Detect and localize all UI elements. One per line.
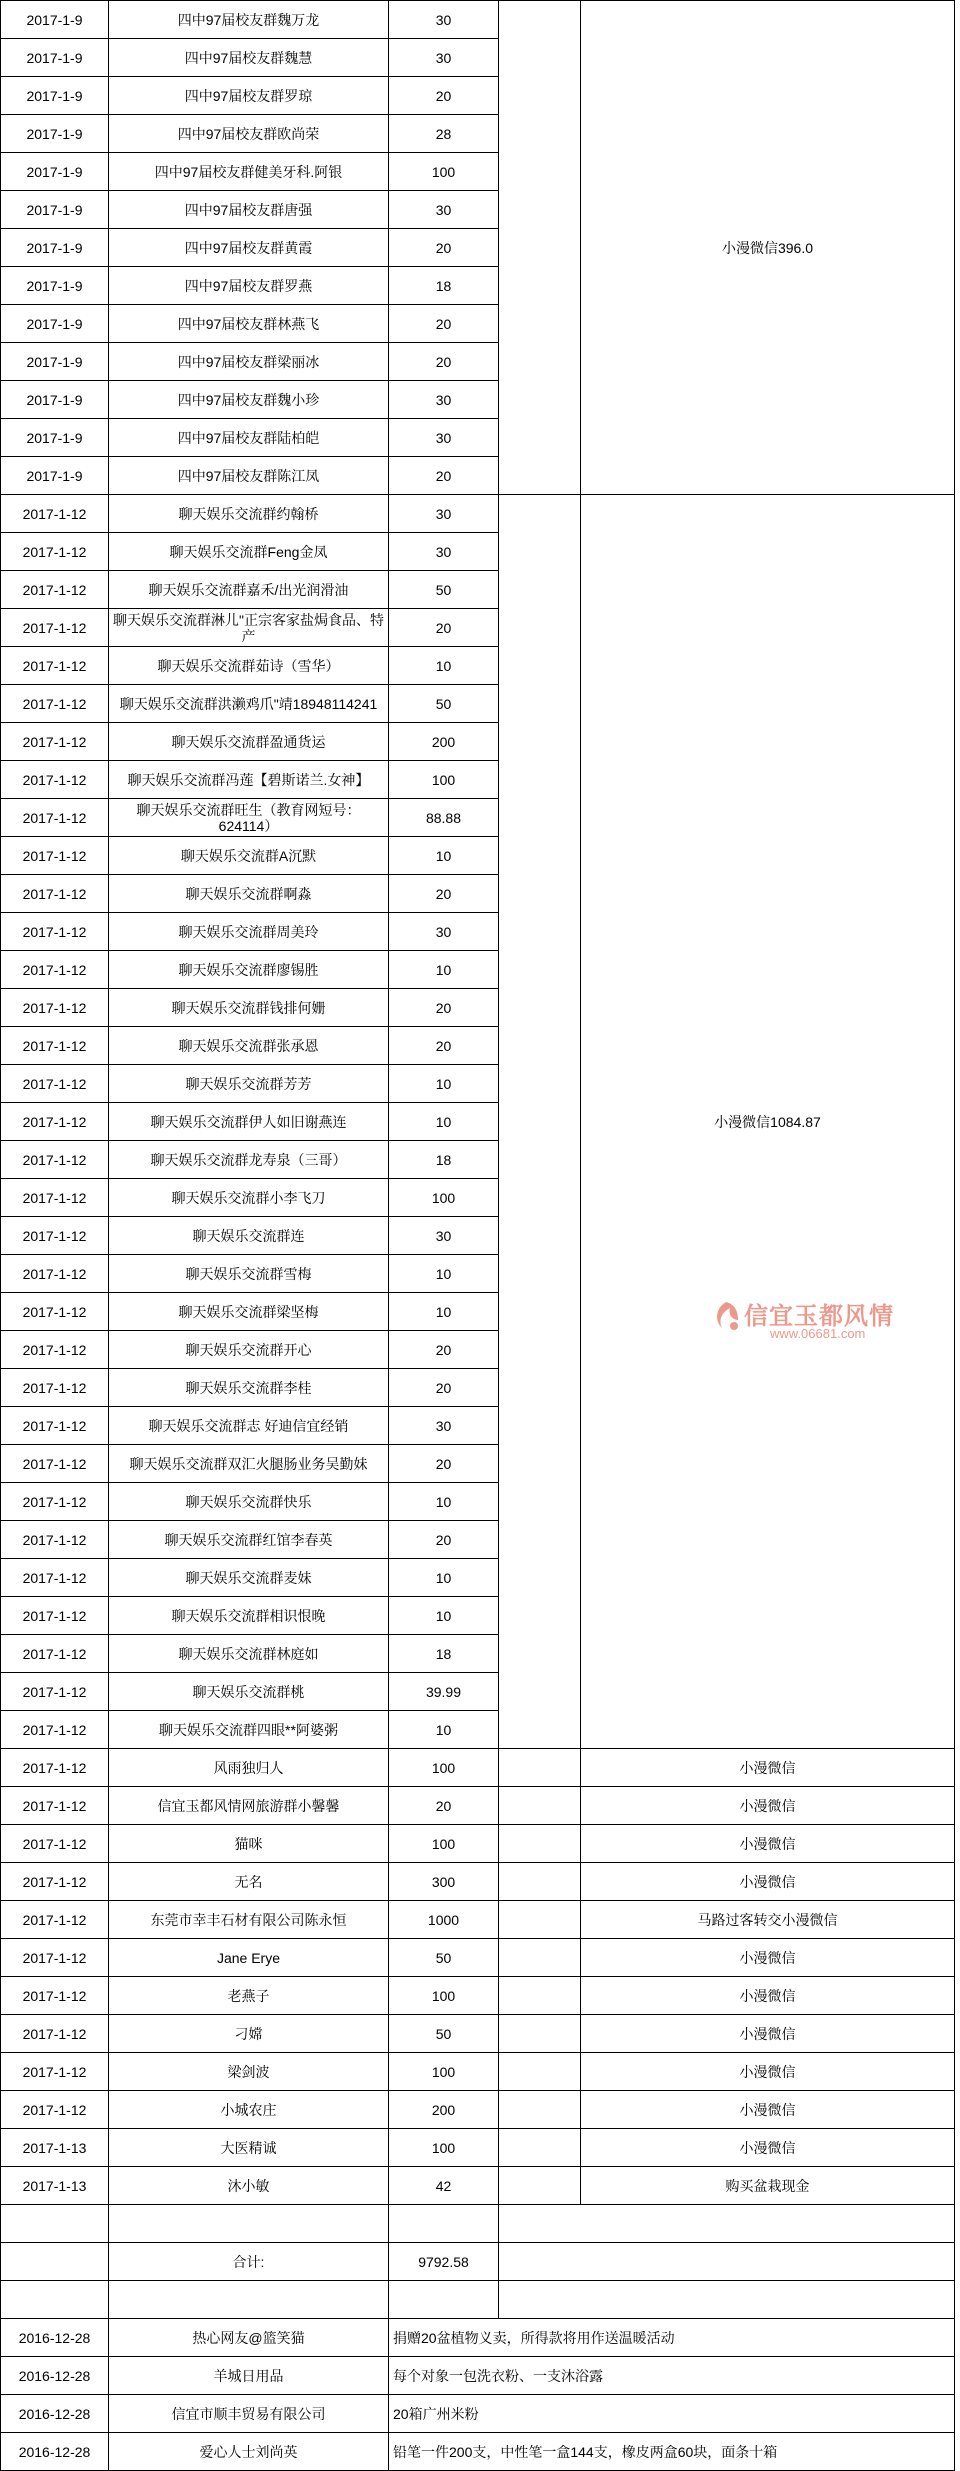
- ledger-body: [1, 1, 955, 2471]
- channel-empty: [499, 2129, 581, 2167]
- table-row: [1, 2091, 955, 2129]
- donation-amount: 100: [389, 1179, 499, 1217]
- payment-note: 马路过客转交小漫微信: [581, 1901, 955, 1939]
- donation-amount: 300: [389, 1863, 499, 1901]
- table-row: [1, 1749, 955, 1787]
- donation-date: 2017-1-12: [1, 1977, 109, 2015]
- donation-date: 2016-12-28: [1, 2395, 109, 2433]
- table-row: [1, 1825, 955, 1863]
- donation-date: 2017-1-12: [1, 1369, 109, 1407]
- donation-amount: 10: [389, 1483, 499, 1521]
- donation-amount: 30: [389, 533, 499, 571]
- donation-amount: 20: [389, 989, 499, 1027]
- donor-name: 聊天娱乐交流群旺生（教育网短号：624114）: [109, 799, 389, 837]
- donor-name: 聊天娱乐交流群双汇火腿肠业务吴勤妹: [109, 1445, 389, 1483]
- blank-cell: [389, 2281, 499, 2319]
- donation-date: 2017-1-12: [1, 1749, 109, 1787]
- donor-name: 四中97届校友群魏万龙: [109, 1, 389, 39]
- channel-empty: [499, 1977, 581, 2015]
- table-row: [1, 1939, 955, 1977]
- donation-amount: 20: [389, 1521, 499, 1559]
- channel-empty: [499, 2167, 581, 2205]
- donation-amount: 30: [389, 381, 499, 419]
- donation-date: 2016-12-28: [1, 2319, 109, 2357]
- donation-amount: 30: [389, 191, 499, 229]
- donation-date: 2017-1-12: [1, 1901, 109, 1939]
- donation-date: 2017-1-12: [1, 951, 109, 989]
- donor-name: 聊天娱乐交流群约翰桥: [109, 495, 389, 533]
- donor-name: 聊天娱乐交流群钱排何姗: [109, 989, 389, 1027]
- donor-name: 小城农庄: [109, 2091, 389, 2129]
- donor-name: 四中97届校友群陈江凤: [109, 457, 389, 495]
- donor-name: 聊天娱乐交流群盈通货运: [109, 723, 389, 761]
- donor-name: 聊天娱乐交流群Feng金凤: [109, 533, 389, 571]
- table-row: [1, 2053, 955, 2091]
- group-note-chat: 小漫微信1084.87: [581, 495, 955, 1749]
- blank-row: [1, 2281, 955, 2319]
- donation-amount: 20: [389, 457, 499, 495]
- donation-amount: 1000: [389, 1901, 499, 1939]
- donation-amount: 20: [389, 77, 499, 115]
- watermark-title: 信宜玉都风情: [744, 1301, 894, 1330]
- channel-empty: [499, 1939, 581, 1977]
- donation-amount: 20: [389, 1445, 499, 1483]
- total-value: 9792.58: [389, 2243, 499, 2281]
- donation-date: 2017-1-12: [1, 1293, 109, 1331]
- donation-date: 2017-1-12: [1, 1027, 109, 1065]
- donation-date: 2017-1-12: [1, 571, 109, 609]
- goods-description: 20箱广州米粉: [389, 2395, 955, 2433]
- payment-note: 小漫微信: [581, 2091, 955, 2129]
- donor-name: 聊天娱乐交流群周美玲: [109, 913, 389, 951]
- donor-name: 热心网友@篮笑猫: [109, 2319, 389, 2357]
- donation-amount: 20: [389, 609, 499, 647]
- donor-name: 聊天娱乐交流群冯莲【碧斯诺兰.女神】: [109, 761, 389, 799]
- donation-amount: 50: [389, 2015, 499, 2053]
- blank-cell: [389, 2205, 499, 2243]
- donation-amount: 10: [389, 1597, 499, 1635]
- donation-date: 2017-1-9: [1, 229, 109, 267]
- payment-note: 小漫微信: [581, 1749, 955, 1787]
- donation-amount: 30: [389, 495, 499, 533]
- blank-cell: [499, 2281, 955, 2319]
- donor-name: 聊天娱乐交流群A沉默: [109, 837, 389, 875]
- donation-amount: 100: [389, 2053, 499, 2091]
- donation-date: 2017-1-12: [1, 1711, 109, 1749]
- payment-note: 小漫微信: [581, 1863, 955, 1901]
- donation-amount: 20: [389, 1787, 499, 1825]
- donation-date: 2017-1-12: [1, 1483, 109, 1521]
- donor-name: 聊天娱乐交流群淋儿"正宗客家盐焗食品、特产: [109, 609, 389, 647]
- donor-name: 猫咪: [109, 1825, 389, 1863]
- donation-date: 2017-1-12: [1, 1217, 109, 1255]
- donation-amount: 20: [389, 305, 499, 343]
- donor-name: 四中97届校友群欧尚荣: [109, 115, 389, 153]
- donation-date: 2017-1-9: [1, 457, 109, 495]
- channel-empty: [499, 1, 581, 495]
- donor-name: 聊天娱乐交流群梁坚梅: [109, 1293, 389, 1331]
- total-row: [1, 2243, 955, 2281]
- donation-date: 2017-1-9: [1, 39, 109, 77]
- channel-empty: [499, 1787, 581, 1825]
- donation-date: 2017-1-12: [1, 723, 109, 761]
- donation-date: 2017-1-12: [1, 1331, 109, 1369]
- payment-note: 小漫微信: [581, 1825, 955, 1863]
- table-row: [1, 2129, 955, 2167]
- donor-name: 聊天娱乐交流群快乐: [109, 1483, 389, 1521]
- table-row: [1, 1787, 955, 1825]
- payment-note: 小漫微信: [581, 1787, 955, 1825]
- donation-date: 2017-1-12: [1, 1407, 109, 1445]
- donation-date: 2017-1-12: [1, 913, 109, 951]
- donor-name: Jane Erye: [109, 1939, 389, 1977]
- table-row: [1, 2167, 955, 2205]
- donation-date: 2016-12-28: [1, 2433, 109, 2471]
- donor-name: 聊天娱乐交流群芳芳: [109, 1065, 389, 1103]
- donor-name: 聊天娱乐交流群红馆李春英: [109, 1521, 389, 1559]
- donor-name: 聊天娱乐交流群龙寿泉（三哥）: [109, 1141, 389, 1179]
- donation-amount: 100: [389, 2129, 499, 2167]
- donation-amount: 42: [389, 2167, 499, 2205]
- donation-amount: 30: [389, 39, 499, 77]
- channel-empty: [499, 495, 581, 1749]
- goods-description: 铅笔一件200支，中性笔一盒144支，橡皮两盒60块，面条十箱: [389, 2433, 955, 2471]
- goods-row: [1, 2319, 955, 2357]
- donor-name: 沐小敏: [109, 2167, 389, 2205]
- donation-date: 2017-1-12: [1, 1179, 109, 1217]
- donor-name: 聊天娱乐交流群四眼**阿婆粥: [109, 1711, 389, 1749]
- donor-name: 四中97届校友群唐强: [109, 191, 389, 229]
- watermark-url: www.06681.com: [770, 1326, 866, 1341]
- donation-date: 2017-1-12: [1, 685, 109, 723]
- blank-row: [1, 2205, 955, 2243]
- donation-date: 2016-12-28: [1, 2357, 109, 2395]
- donation-amount: 20: [389, 343, 499, 381]
- donation-date: 2017-1-13: [1, 2129, 109, 2167]
- donation-date: 2017-1-12: [1, 1673, 109, 1711]
- donation-date: 2017-1-12: [1, 1597, 109, 1635]
- donation-amount: 20: [389, 1331, 499, 1369]
- donation-date: 2017-1-12: [1, 1787, 109, 1825]
- donation-date: 2017-1-12: [1, 1825, 109, 1863]
- donation-amount: 18: [389, 1635, 499, 1673]
- donation-date: 2017-1-12: [1, 533, 109, 571]
- donation-amount: 100: [389, 1977, 499, 2015]
- site-logo-icon: [708, 1298, 744, 1334]
- donation-amount: 28: [389, 115, 499, 153]
- donation-date: 2017-1-9: [1, 77, 109, 115]
- donation-date: 2017-1-12: [1, 1635, 109, 1673]
- channel-empty: [499, 1749, 581, 1787]
- table-row: [1, 1, 955, 39]
- donor-name: 聊天娱乐交流群嘉禾/出光润滑油: [109, 571, 389, 609]
- donation-date: 2017-1-12: [1, 2091, 109, 2129]
- donor-name: 四中97届校友群黄霞: [109, 229, 389, 267]
- donation-amount: 20: [389, 1369, 499, 1407]
- payment-note: 小漫微信: [581, 2129, 955, 2167]
- channel-empty: [499, 1901, 581, 1939]
- donation-amount: 200: [389, 723, 499, 761]
- channel-empty: [499, 2015, 581, 2053]
- donation-date: 2017-1-12: [1, 609, 109, 647]
- donor-name: 聊天娱乐交流群茹诗（雪华）: [109, 647, 389, 685]
- donation-amount: 10: [389, 1711, 499, 1749]
- blank-cell: [109, 2205, 389, 2243]
- donation-date: 2017-1-9: [1, 419, 109, 457]
- donor-name: 聊天娱乐交流群连: [109, 1217, 389, 1255]
- donor-name: 聊天娱乐交流群开心: [109, 1331, 389, 1369]
- total-label: 合计:: [109, 2243, 389, 2281]
- donation-amount: 30: [389, 913, 499, 951]
- donation-date: 2017-1-12: [1, 1559, 109, 1597]
- table-row: [1, 1977, 955, 2015]
- donation-amount: 50: [389, 571, 499, 609]
- donation-date: 2017-1-12: [1, 1103, 109, 1141]
- donation-amount: 50: [389, 685, 499, 723]
- donation-amount: 10: [389, 837, 499, 875]
- blank-cell: [109, 2281, 389, 2319]
- donation-date: 2017-1-9: [1, 343, 109, 381]
- donor-name: 聊天娱乐交流群洪濑鸡爪"靖18948114241: [109, 685, 389, 723]
- table-row: [1, 1901, 955, 1939]
- donation-amount: 30: [389, 419, 499, 457]
- payment-note: 购买盆栽现金: [581, 2167, 955, 2205]
- donation-date: 2017-1-12: [1, 1141, 109, 1179]
- donor-name: 聊天娱乐交流群林庭如: [109, 1635, 389, 1673]
- donation-amount: 30: [389, 1, 499, 39]
- donation-date: 2017-1-12: [1, 1521, 109, 1559]
- donor-name: 聊天娱乐交流群廖锡胜: [109, 951, 389, 989]
- donation-amount: 30: [389, 1407, 499, 1445]
- donation-date: 2017-1-12: [1, 1065, 109, 1103]
- donor-name: 东莞市幸丰石材有限公司陈永恒: [109, 1901, 389, 1939]
- blank-cell: [499, 2243, 955, 2281]
- donation-amount: 20: [389, 1027, 499, 1065]
- donation-amount: 88.88: [389, 799, 499, 837]
- donation-amount: 10: [389, 1559, 499, 1597]
- donation-date: 2017-1-12: [1, 495, 109, 533]
- goods-description: 每个对象一包洗衣粉、一支沐浴露: [389, 2357, 955, 2395]
- donation-date: 2017-1-12: [1, 799, 109, 837]
- donation-amount: 200: [389, 2091, 499, 2129]
- donor-name: 刁嫦: [109, 2015, 389, 2053]
- donation-date: 2017-1-12: [1, 837, 109, 875]
- donor-name: 老燕子: [109, 1977, 389, 2015]
- donor-name: 爱心人士刘尚英: [109, 2433, 389, 2471]
- donor-name: 四中97届校友群罗燕: [109, 267, 389, 305]
- donation-date: 2017-1-13: [1, 2167, 109, 2205]
- channel-empty: [499, 1825, 581, 1863]
- donation-amount: 100: [389, 761, 499, 799]
- donation-amount: 10: [389, 951, 499, 989]
- donor-name: 四中97届校友群健美牙科.阿银: [109, 153, 389, 191]
- donation-amount: 10: [389, 1293, 499, 1331]
- channel-empty: [499, 1863, 581, 1901]
- donor-name: 无名: [109, 1863, 389, 1901]
- donation-date: 2017-1-12: [1, 2015, 109, 2053]
- donor-name: 聊天娱乐交流群李桂: [109, 1369, 389, 1407]
- donation-date: 2017-1-12: [1, 1863, 109, 1901]
- donor-name: 聊天娱乐交流群相识恨晚: [109, 1597, 389, 1635]
- blank-cell: [499, 2205, 955, 2243]
- donor-name: 羊城日用品: [109, 2357, 389, 2395]
- channel-empty: [499, 2053, 581, 2091]
- goods-description: 捐赠20盆植物义卖，所得款将用作送温暖活动: [389, 2319, 955, 2357]
- table-row: [1, 1863, 955, 1901]
- goods-row: [1, 2395, 955, 2433]
- donor-name: 四中97届校友群罗琼: [109, 77, 389, 115]
- donation-amount: 18: [389, 267, 499, 305]
- donation-amount: 18: [389, 1141, 499, 1179]
- payment-note: 小漫微信: [581, 1939, 955, 1977]
- donation-date: 2017-1-9: [1, 1, 109, 39]
- goods-row: [1, 2357, 955, 2395]
- donation-date: 2017-1-12: [1, 1445, 109, 1483]
- donation-date: 2017-1-12: [1, 2053, 109, 2091]
- payment-note: 小漫微信: [581, 2053, 955, 2091]
- blank-cell: [1, 2243, 109, 2281]
- donation-amount: 50: [389, 1939, 499, 1977]
- donation-amount: 100: [389, 1825, 499, 1863]
- donation-date: 2017-1-9: [1, 267, 109, 305]
- table-row: [1, 495, 955, 533]
- donation-date: 2017-1-12: [1, 647, 109, 685]
- donor-name: 四中97届校友群梁丽冰: [109, 343, 389, 381]
- donor-name: 四中97届校友群林燕飞: [109, 305, 389, 343]
- blank-cell: [1, 2205, 109, 2243]
- donor-name: 聊天娱乐交流群桃: [109, 1673, 389, 1711]
- donor-name: 聊天娱乐交流群啊淼: [109, 875, 389, 913]
- donor-name: 四中97届校友群陆柏皑: [109, 419, 389, 457]
- donation-date: 2017-1-12: [1, 875, 109, 913]
- channel-empty: [499, 2091, 581, 2129]
- donation-amount: 100: [389, 1749, 499, 1787]
- donor-name: 梁剑波: [109, 2053, 389, 2091]
- donation-amount: 20: [389, 229, 499, 267]
- donor-name: 聊天娱乐交流群雪梅: [109, 1255, 389, 1293]
- donation-amount: 10: [389, 1255, 499, 1293]
- donor-name: 聊天娱乐交流群张承恩: [109, 1027, 389, 1065]
- donor-name: 四中97届校友群魏小珍: [109, 381, 389, 419]
- donor-name: 四中97届校友群魏慧: [109, 39, 389, 77]
- donation-amount: 30: [389, 1217, 499, 1255]
- table-row: [1, 2015, 955, 2053]
- donation-amount: 10: [389, 1065, 499, 1103]
- donation-date: 2017-1-9: [1, 153, 109, 191]
- donation-date: 2017-1-9: [1, 115, 109, 153]
- donation-amount: 10: [389, 647, 499, 685]
- blank-cell: [1, 2281, 109, 2319]
- donation-amount: 39.99: [389, 1673, 499, 1711]
- donation-date: 2017-1-9: [1, 381, 109, 419]
- payment-note: 小漫微信: [581, 2015, 955, 2053]
- donor-name: 聊天娱乐交流群麦妹: [109, 1559, 389, 1597]
- donor-name: 信宜玉都风情网旅游群小馨馨: [109, 1787, 389, 1825]
- donor-name: 聊天娱乐交流群小李飞刀: [109, 1179, 389, 1217]
- donor-name: 聊天娱乐交流群伊人如旧谢燕连: [109, 1103, 389, 1141]
- donation-amount: 20: [389, 875, 499, 913]
- donor-name: 聊天娱乐交流群志 好迪信宜经销: [109, 1407, 389, 1445]
- donation-date: 2017-1-12: [1, 989, 109, 1027]
- goods-row: [1, 2433, 955, 2471]
- group-note-alumni: 小漫微信396.0: [581, 1, 955, 495]
- donation-amount: 10: [389, 1103, 499, 1141]
- donation-date: 2017-1-12: [1, 761, 109, 799]
- payment-note: 小漫微信: [581, 1977, 955, 2015]
- donation-date: 2017-1-9: [1, 305, 109, 343]
- donation-date: 2017-1-9: [1, 191, 109, 229]
- site-watermark: [708, 1296, 938, 1346]
- donor-name: 大医精诚: [109, 2129, 389, 2167]
- donation-date: 2017-1-12: [1, 1939, 109, 1977]
- donor-name: 风雨独归人: [109, 1749, 389, 1787]
- donor-name: 信宜市顺丰贸易有限公司: [109, 2395, 389, 2433]
- donation-date: 2017-1-12: [1, 1255, 109, 1293]
- donation-amount: 100: [389, 153, 499, 191]
